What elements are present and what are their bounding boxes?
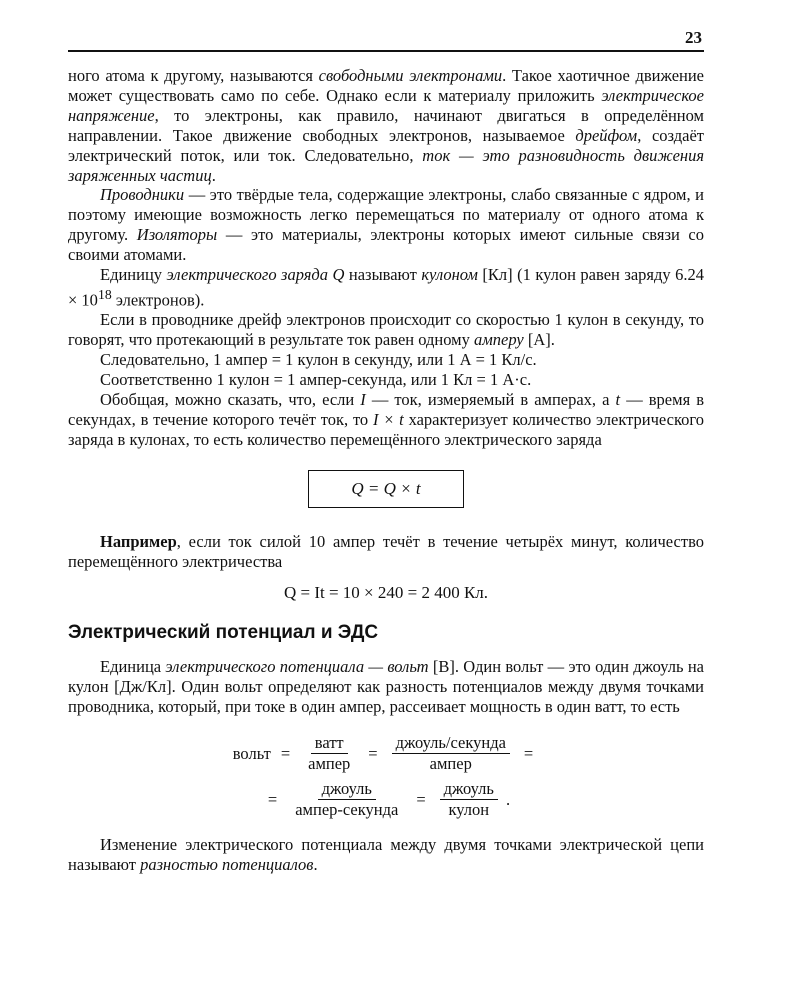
equals-sign: = <box>368 744 378 764</box>
term-volt: электрического потенциала — вольт <box>165 657 429 677</box>
text: , создаёт электрический поток, или ток. Следовательно, <box>68 125 704 165</box>
var-t: t <box>615 390 621 409</box>
text: . <box>211 165 216 185</box>
numerator: ватт <box>311 733 348 754</box>
denominator: ампер-секунда <box>295 800 399 820</box>
text: [В]. Один вольт — это один джоуль на кулон [Дж/Кл]. Один вольт определяют как разность потенциалов между двумя точками проводника, который, при токе в один ампер, рассеивает мощность в один ватт, то есть <box>68 657 704 717</box>
text: , то электроны, как правило, начинают двигаться в определённом направлении. Такое движение свободных электронов, называемое <box>68 105 704 145</box>
equals-sign: = <box>416 790 426 810</box>
term-current-definition: ток — это разновидность движения заряженных частиц <box>68 145 704 185</box>
paragraph-potential-difference <box>68 835 704 875</box>
text: Обобщая, можно сказать, что, если <box>100 390 361 409</box>
paragraph-free-electrons <box>68 66 704 185</box>
example-label: Например <box>100 531 177 551</box>
numerator: джоуль <box>318 779 376 800</box>
equals-sign: = <box>267 790 278 810</box>
term-potential-difference: разностью потенциалов <box>140 854 314 874</box>
term-conductors: Проводники <box>100 185 185 205</box>
var-it: I × t <box>372 409 404 429</box>
fraction-joule-second-ampere <box>392 733 510 774</box>
paragraph-coulomb-eq: Соответственно 1 кулон = 1 ампер-секунда, или 1 Кл = 1 А·с. <box>100 370 532 390</box>
denominator: кулон <box>448 800 490 820</box>
term-free-electrons: свободными электронами <box>318 66 503 85</box>
denominator: ампер <box>429 754 472 774</box>
term-coulomb: кулоном <box>421 265 478 285</box>
text: Если в проводнике дрейф электронов происходит со скоростью 1 кулон в секунду, то говорят, что протекающий в результате ток равен одному <box>68 310 704 350</box>
page-header <box>68 28 704 52</box>
volt-formula-row-2 <box>68 777 704 823</box>
volt-formula-row-1 <box>68 731 704 777</box>
text: — это твёрдые тела, содержащие электроны, слабо связанные с ядром, и поэтому имеющие возможность легко перемещаться по материалу от одного атома к другому. <box>68 185 704 245</box>
text: называют <box>344 265 422 285</box>
text: Единица <box>100 657 166 677</box>
paragraph-conductors <box>68 185 704 265</box>
book-page <box>68 0 704 1000</box>
term-voltage: электрическое напряжение <box>68 85 704 125</box>
paragraph-volt <box>68 657 704 717</box>
text: , если ток силой 10 ампер течёт в течение четырёх минут, количество перемещённого электричества <box>68 531 704 571</box>
volt-lhs: вольт <box>232 744 271 764</box>
term-charge: электрического заряда Q <box>166 265 345 285</box>
formula-box: Q = Q × t <box>308 470 464 508</box>
term-insulators: Изоляторы <box>136 225 218 245</box>
page-number: 23 <box>685 28 702 47</box>
text: . <box>313 854 318 874</box>
text: Изменение электрического потенциала между двумя точками электрической цепи называют <box>68 834 704 874</box>
paragraph-ampere-eq: Следовательно, 1 ампер = 1 кулон в секунду, или 1 А = 1 Кл/с. <box>100 350 537 370</box>
section-heading: Электрический потенциал и ЭДС <box>68 622 379 644</box>
page-body <box>68 66 704 875</box>
paragraph-ampere <box>68 310 704 350</box>
text: электронов). <box>111 290 205 310</box>
var-i: I <box>360 390 366 409</box>
paragraph-coulomb <box>68 265 704 310</box>
text: [А]. <box>523 330 555 350</box>
text: характеризует количество электрического заряда в кулонах, то есть количество перемещённого электрического заряда <box>68 409 705 449</box>
equals-sign: = <box>523 744 534 764</box>
text: [Кл] (1 кулон равен заряду 6.24 × 10 <box>68 265 704 310</box>
formula-end-period: . <box>505 790 511 810</box>
numerator: джоуль <box>440 779 498 800</box>
equals-sign: = <box>280 744 291 764</box>
paragraph-example <box>68 532 704 572</box>
fraction-joule-ampere-second <box>291 779 402 820</box>
exponent: 18 <box>97 286 112 302</box>
text: — это материалы, электроны которых имеют сильные связи со своими атомами. <box>68 225 705 265</box>
volt-formula <box>68 731 704 823</box>
fraction-joule-coulomb <box>440 779 498 820</box>
numerator: джоуль/секунда <box>392 733 510 754</box>
text: ного атома к другому, называются <box>68 66 319 85</box>
text: — ток, измеряемый в амперах, а <box>365 390 616 409</box>
term-ampere: амперу <box>473 330 524 350</box>
formula-box-wrapper <box>68 470 704 508</box>
example-formula: Q = It = 10 × 240 = 2 400 Кл. <box>283 583 489 603</box>
fraction-watt-ampere <box>304 733 354 774</box>
text: — время в секундах, в течение которого течёт ток, то <box>68 390 705 429</box>
denominator: ампер <box>308 754 351 774</box>
text: Единицу <box>100 265 167 285</box>
term-drift: дрейфом <box>575 125 638 145</box>
paragraph-generalize <box>68 390 704 450</box>
text: . Такое хаотичное движение может существовать само по себе. Однако если к материалу приложить <box>68 66 704 105</box>
